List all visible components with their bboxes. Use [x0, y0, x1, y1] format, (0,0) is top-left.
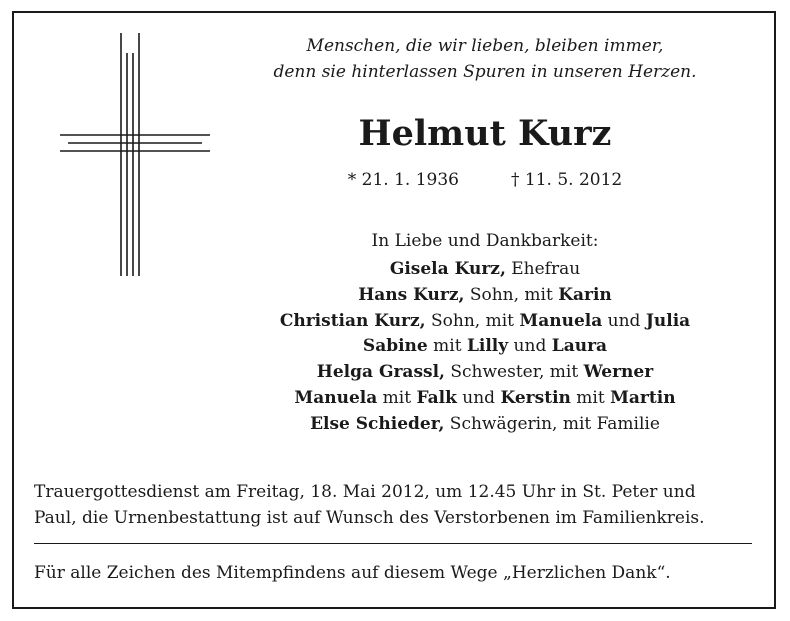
mourner-name: Falk [416, 387, 457, 408]
motto [235, 33, 735, 85]
mourner-relation: Sohn, mit [425, 310, 520, 331]
mourner-relation: Schwägerin, mit Familie [444, 413, 660, 434]
deceased-name: Helmut Kurz [358, 113, 612, 154]
mourner-name: Sabine [362, 336, 428, 357]
mourner-relation: Ehefrau [505, 259, 581, 279]
death-date: † 11. 5. 2012 [511, 170, 623, 190]
mourner-name: Lilly [466, 336, 509, 357]
mourner-name: Manuela [519, 310, 603, 331]
birth-date: * 21. 1. 1936 [347, 170, 459, 190]
mourner-name: Martin [610, 387, 676, 408]
mourner-name: Werner [583, 362, 654, 383]
mourner-line [235, 309, 735, 335]
mourner-relation: und [508, 336, 552, 357]
mourner-relation: Sohn, mit [464, 284, 559, 305]
mourner-name: Kerstin [500, 387, 571, 408]
mourner-relation: mit [377, 387, 417, 408]
mourner-relation: und [602, 310, 646, 331]
mourner-relation: und [456, 387, 501, 408]
mourner-name: Karin [558, 284, 612, 305]
mourner-line [235, 257, 735, 283]
mourner-name: Laura [551, 336, 608, 357]
closing-thanks: Für alle Zeichen des Mitempfindens auf diesem Wege „Herzlichen Dank“. [34, 563, 671, 583]
mourners-list [235, 257, 735, 438]
mourner-name: Christian Kurz, [279, 310, 426, 331]
mourner-relation: mit [570, 387, 611, 408]
mourner-name: Julia [645, 310, 691, 331]
motto-line-2: denn sie hinterlassen Spuren in unseren Herzen. [273, 62, 697, 82]
cross-icon [60, 33, 210, 276]
mourner-line [235, 283, 735, 309]
divider [34, 543, 752, 544]
thanks-intro: In Liebe und Dankbarkeit: [371, 231, 599, 251]
mourner-name: Manuela [294, 387, 378, 408]
mourner-name: Helga Grassl, [316, 362, 445, 383]
service-line-2: Paul, die Urnenbestattung ist auf Wunsch des Verstorbenen im Familienkreis. [34, 508, 705, 528]
mourner-name: Hans Kurz, [358, 284, 465, 305]
life-dates [235, 167, 735, 193]
mourner-relation: Schwester, mit [444, 362, 584, 383]
mourner-line [235, 334, 735, 360]
mourner-line [235, 412, 735, 438]
motto-line-1: Menschen, die wir lieben, bleiben immer, [306, 36, 664, 56]
mourner-line [235, 360, 735, 386]
mourner-line [235, 386, 735, 412]
service-notice [34, 479, 754, 531]
mourner-name: Else Schieder, [310, 413, 445, 434]
service-line-1: Trauergottesdienst am Freitag, 18. Mai 2012, um 12.45 Uhr in St. Peter und [34, 482, 696, 502]
mourner-name: Gisela Kurz, [389, 259, 506, 279]
mourner-relation: mit [427, 336, 467, 357]
